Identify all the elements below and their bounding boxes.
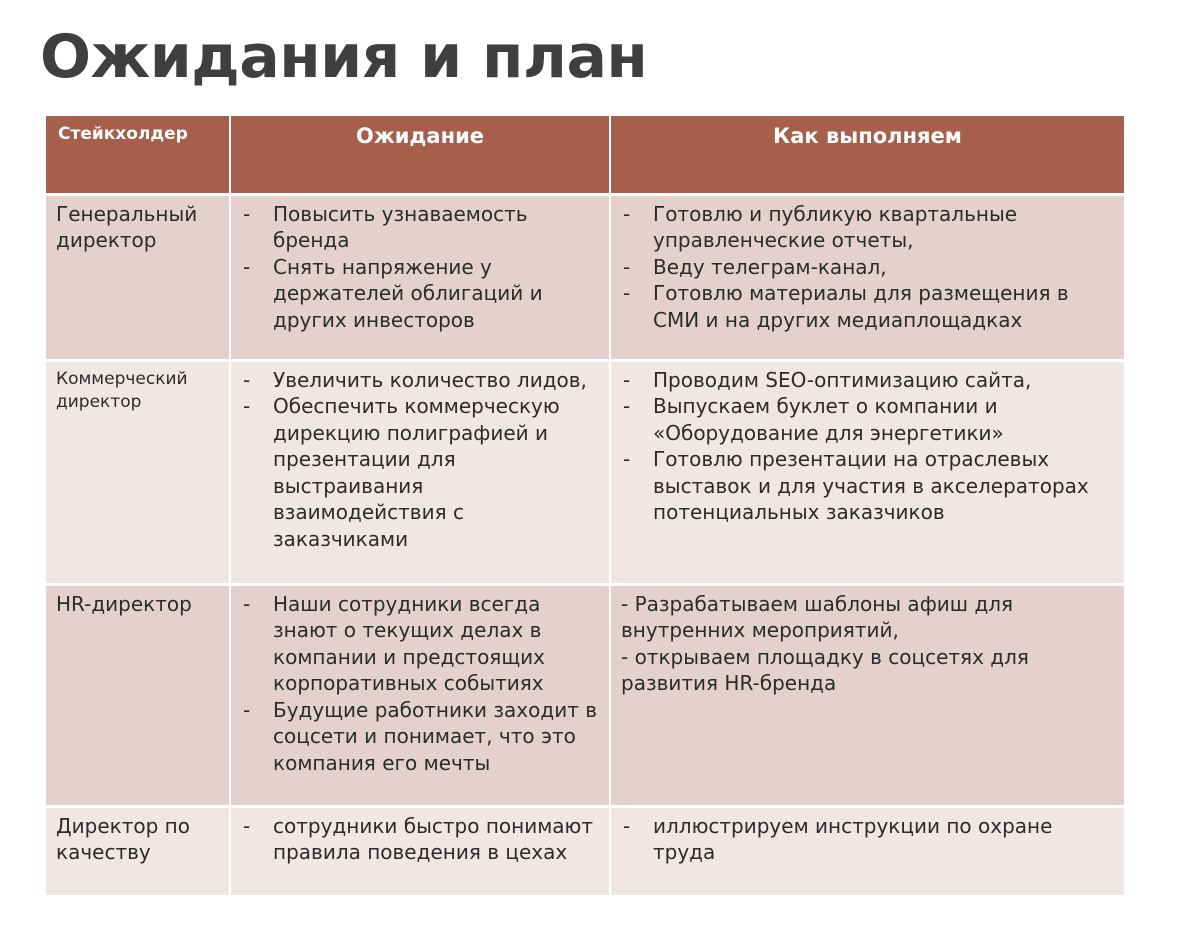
- stakeholder-name: Генеральный директор: [56, 201, 198, 252]
- list-item: - Повысить узнаваемость бренда: [241, 201, 601, 254]
- stakeholder-cell: [46, 194, 230, 360]
- list-item: - Будущие работники заходит в соцсети и понимает, что это компания его мечты: [241, 697, 601, 777]
- list-item: - Веду телеграм-канал,: [621, 254, 1116, 281]
- table-row: [46, 806, 1124, 896]
- action-cell: [610, 584, 1124, 806]
- list-item: - иллюстрируем инструкции по охране труда: [621, 813, 1116, 866]
- action-cell: [610, 360, 1124, 584]
- list-item: - Проводим SEO-оптимизацию сайта,: [621, 367, 1116, 394]
- expectation-cell: [230, 194, 610, 360]
- header-how: Как выполняем: [610, 116, 1124, 194]
- list-item: - Наши сотрудники всегда знают о текущих делах в компании и предстоящих корпоративных событиях: [241, 591, 601, 697]
- list-item: - Снять напряжение у держателей облигаций и других инвесторов: [241, 254, 601, 334]
- action-cell: [610, 194, 1124, 360]
- stakeholder-name: HR-директор: [56, 591, 192, 616]
- expectation-cell: [230, 584, 610, 806]
- list-item: - Готовлю презентации на отраслевых выставок и для участия в акселераторах потенциальных заказчиков: [621, 446, 1116, 526]
- stakeholder-table: [46, 116, 1124, 898]
- table-header-row: [46, 116, 1124, 194]
- expectation-cell: [230, 360, 610, 584]
- list-item: - Обеспечить коммерческую дирекцию полиграфией и презентации для выстраивания взаимодействия с заказчиками: [241, 393, 601, 552]
- table-row: [46, 360, 1124, 584]
- list-item: - сотрудники быстро понимают правила поведения в цехах: [241, 813, 601, 866]
- header-stakeholder: Стейкхолдер: [46, 116, 230, 194]
- stakeholder-cell: [46, 360, 230, 584]
- list-item: - Увеличить количество лидов,: [241, 367, 601, 394]
- header-expectation: Ожидание: [230, 116, 610, 194]
- table-row: [46, 194, 1124, 360]
- list-item: - Готовлю материалы для размещения в СМИ и на других медиаплощадках: [621, 280, 1116, 333]
- table-row: [46, 584, 1124, 806]
- list-item: - Готовлю и публикую квартальные управленческие отчеты,: [621, 201, 1116, 254]
- action-cell: [610, 806, 1124, 896]
- action-line: - Разрабатываем шаблоны афиш для внутренних мероприятий,: [621, 591, 1014, 642]
- list-item: - Выпускаем буклет о компании и «Оборудование для энергетики»: [621, 393, 1116, 446]
- stakeholder-cell: [46, 806, 230, 896]
- page-title: Ожидания и план: [40, 22, 648, 92]
- stakeholder-name: Коммерческий директор: [56, 368, 188, 412]
- action-line: - открываем площадку в соцсетях для развития HR-бренда: [621, 644, 1029, 695]
- expectation-cell: [230, 806, 610, 896]
- stakeholder-name: Директор по качеству: [56, 813, 190, 864]
- stakeholder-cell: [46, 584, 230, 806]
